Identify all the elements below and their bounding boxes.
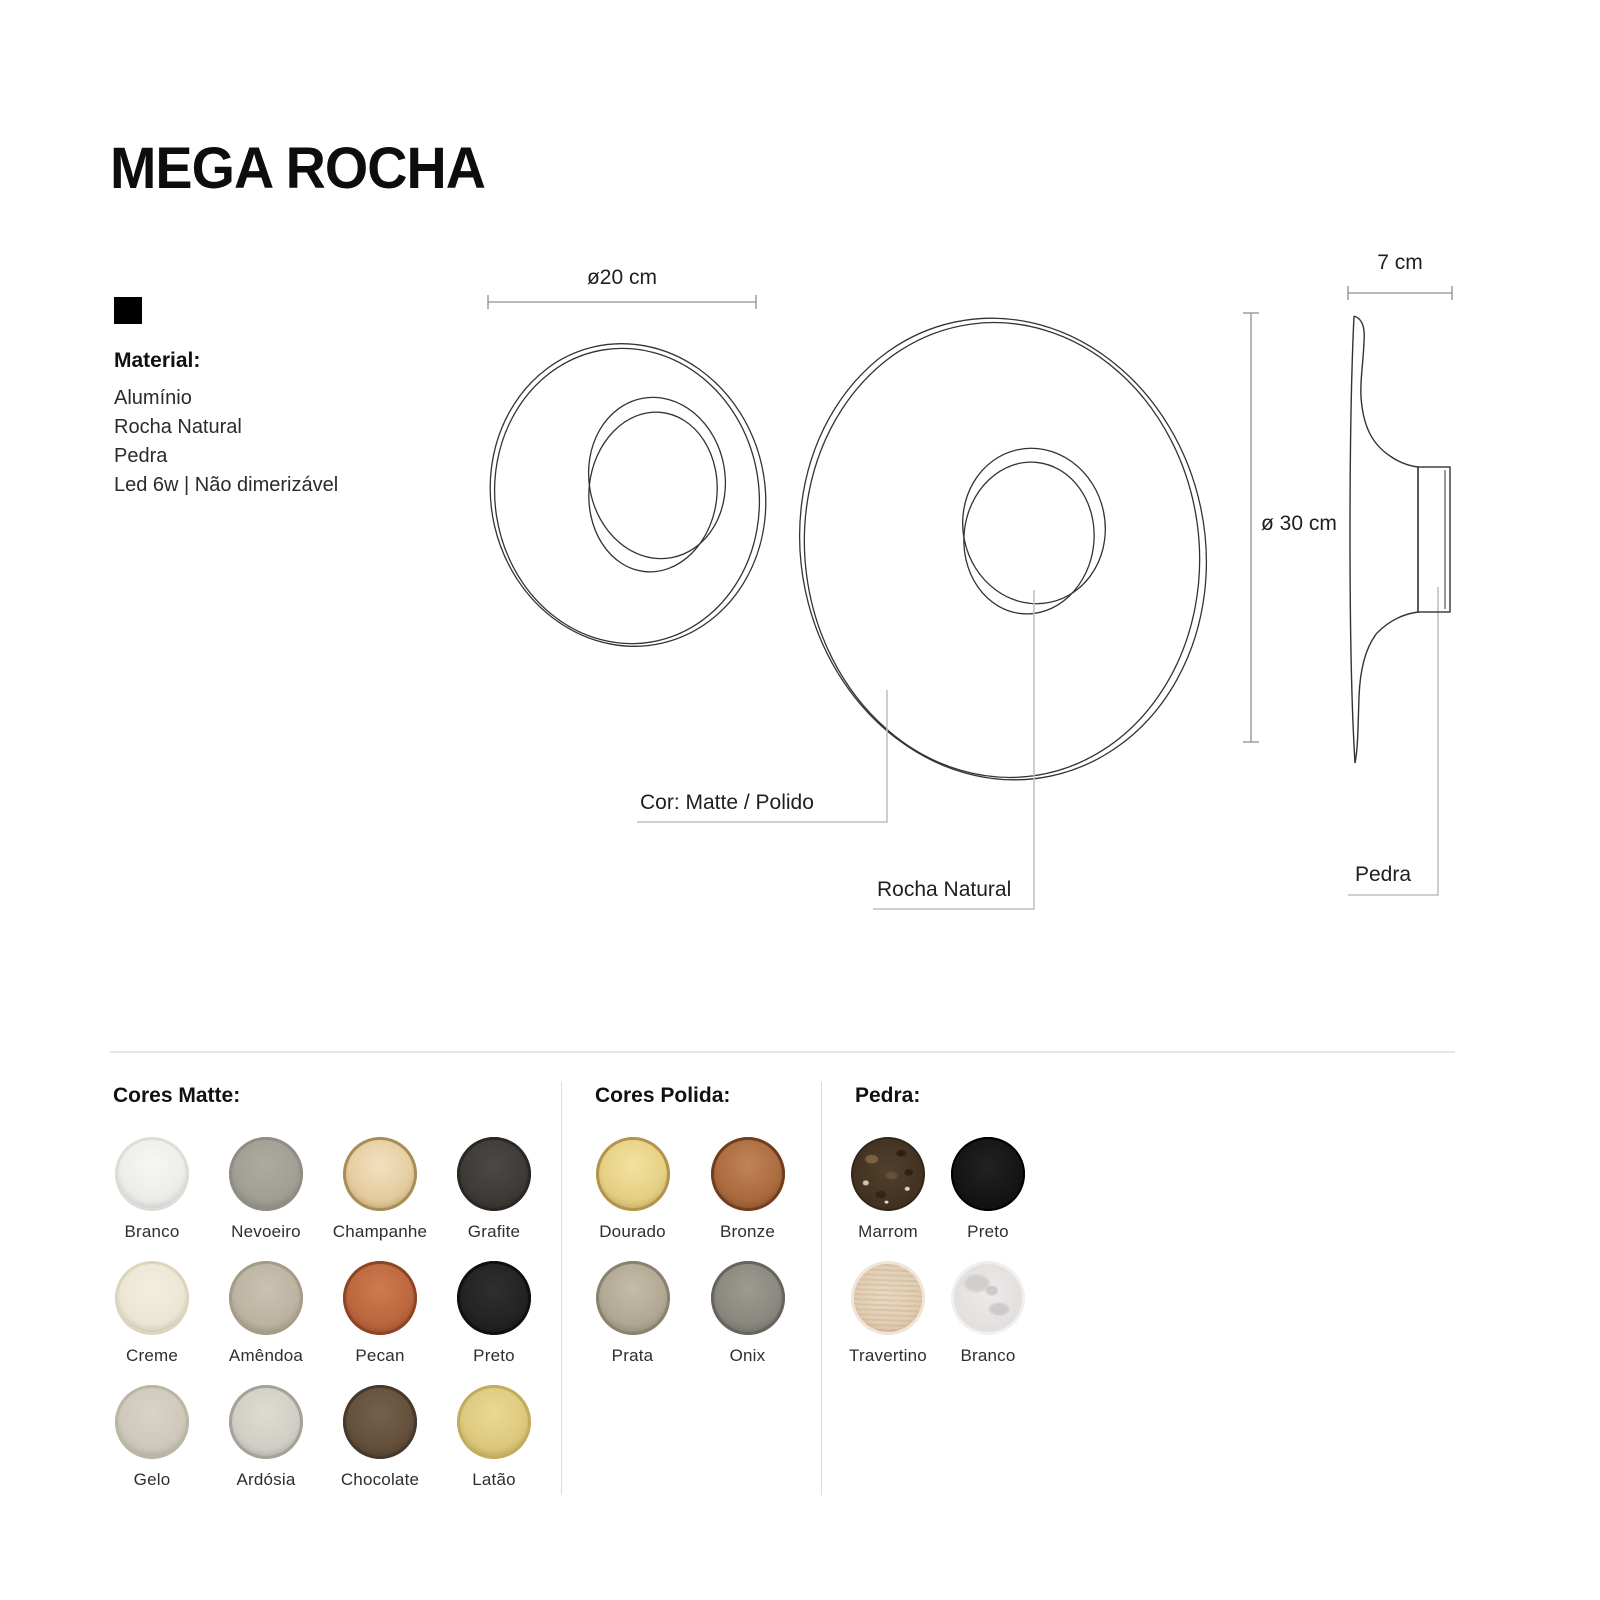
swatch-label: Ardósia — [236, 1470, 296, 1489]
swatch-label: Amêndoa — [228, 1346, 304, 1365]
callout-natural-rock: Rocha Natural — [877, 878, 1012, 901]
swatch-grafite — [437, 1137, 551, 1261]
swatch-color-disc — [343, 1385, 417, 1459]
swatch-color-disc — [457, 1137, 531, 1211]
dimension-line-7cm — [1348, 286, 1452, 300]
page-title: MEGA ROCHA — [110, 135, 485, 201]
section-heading-polished: Cores Polida: — [595, 1084, 731, 1107]
callout-finish: Cor: Matte / Polido — [640, 791, 814, 814]
swatch-prata — [575, 1261, 690, 1385]
material-item: Alumínio — [114, 387, 192, 409]
swatch-label: Dourado — [599, 1222, 666, 1241]
swatch-creme — [95, 1261, 209, 1385]
dimension-line-20cm — [488, 295, 756, 309]
swatch-color-disc — [851, 1137, 925, 1211]
swatch-preto — [938, 1137, 1038, 1261]
swatch-color-disc — [851, 1261, 925, 1335]
vertical-divider — [821, 1082, 822, 1495]
swatch-pecan — [323, 1261, 437, 1385]
swatch-color-disc — [596, 1261, 670, 1335]
dimension-label-large-diameter: ø 30 cm — [1261, 512, 1337, 535]
swatch-label: Preto — [473, 1346, 515, 1365]
swatch-label: Champanhe — [332, 1222, 428, 1241]
horizontal-divider — [110, 1051, 1455, 1053]
section-heading-stone: Pedra: — [855, 1084, 921, 1107]
swatch-label: Prata — [611, 1346, 654, 1365]
swatch-color-disc — [343, 1137, 417, 1211]
side-profile-view — [1350, 316, 1450, 763]
swatch-color-disc — [711, 1137, 785, 1211]
material-heading: Material: — [114, 349, 201, 372]
swatch-marrom — [838, 1137, 938, 1261]
swatch-label: Bronze — [719, 1222, 776, 1241]
swatch-color-disc — [343, 1261, 417, 1335]
swatch-color-disc — [229, 1385, 303, 1459]
swatch-branco — [938, 1261, 1038, 1385]
swatch-gelo — [95, 1385, 209, 1509]
front-view-large-disc — [757, 280, 1249, 818]
material-item: Pedra — [114, 445, 168, 467]
swatch-label: Marrom — [858, 1222, 918, 1241]
front-view-small-disc — [460, 316, 795, 674]
dimension-label-small-diameter: ø20 cm — [586, 266, 657, 289]
swatch-ardósia — [209, 1385, 323, 1509]
swatch-travertino — [838, 1261, 938, 1385]
swatch-label: Nevoeiro — [231, 1222, 301, 1241]
swatch-label: Preto — [967, 1222, 1009, 1241]
swatch-color-disc — [115, 1137, 189, 1211]
swatch-dourado — [575, 1137, 690, 1261]
swatch-amêndoa — [209, 1261, 323, 1385]
swatch-label: Gelo — [133, 1470, 171, 1489]
swatch-label: Branco — [960, 1346, 1016, 1365]
callout-stone: Pedra — [1355, 863, 1412, 886]
swatch-label: Onix — [729, 1346, 766, 1365]
leader-lines — [637, 587, 1438, 909]
dimension-line-30cm — [1243, 313, 1259, 742]
swatch-color-disc — [457, 1261, 531, 1335]
swatch-label: Grafite — [467, 1222, 521, 1241]
dimension-label-side-width: 7 cm — [1377, 251, 1423, 274]
vertical-divider — [561, 1082, 562, 1495]
material-item: Rocha Natural — [114, 416, 242, 438]
swatch-color-disc — [457, 1385, 531, 1459]
swatch-chocolate — [323, 1385, 437, 1509]
swatch-preto — [437, 1261, 551, 1385]
swatch-color-disc — [951, 1261, 1025, 1335]
swatch-color-disc — [596, 1137, 670, 1211]
swatch-label: Pecan — [355, 1346, 405, 1365]
swatch-grid-polished — [575, 1137, 805, 1385]
swatch-color-disc — [229, 1137, 303, 1211]
swatch-color-disc — [229, 1261, 303, 1335]
swatch-color-disc — [951, 1137, 1025, 1211]
swatch-branco — [95, 1137, 209, 1261]
swatch-label: Branco — [124, 1222, 180, 1241]
swatch-grid-stone — [838, 1137, 1038, 1385]
swatch-nevoeiro — [209, 1137, 323, 1261]
swatch-label: Latão — [472, 1470, 516, 1489]
swatch-label: Chocolate — [340, 1470, 420, 1489]
material-item: Led 6w | Não dimerizável — [114, 474, 339, 496]
swatch-label: Creme — [125, 1346, 178, 1365]
swatch-onix — [690, 1261, 805, 1385]
swatch-bronze — [690, 1137, 805, 1261]
swatch-color-disc — [115, 1385, 189, 1459]
swatch-color-disc — [711, 1261, 785, 1335]
swatch-color-disc — [115, 1261, 189, 1335]
swatch-champanhe — [323, 1137, 437, 1261]
swatch-grid-matte — [95, 1137, 551, 1509]
swatch-latão — [437, 1385, 551, 1509]
section-heading-matte: Cores Matte: — [113, 1084, 241, 1107]
swatch-label: Travertino — [849, 1346, 927, 1365]
